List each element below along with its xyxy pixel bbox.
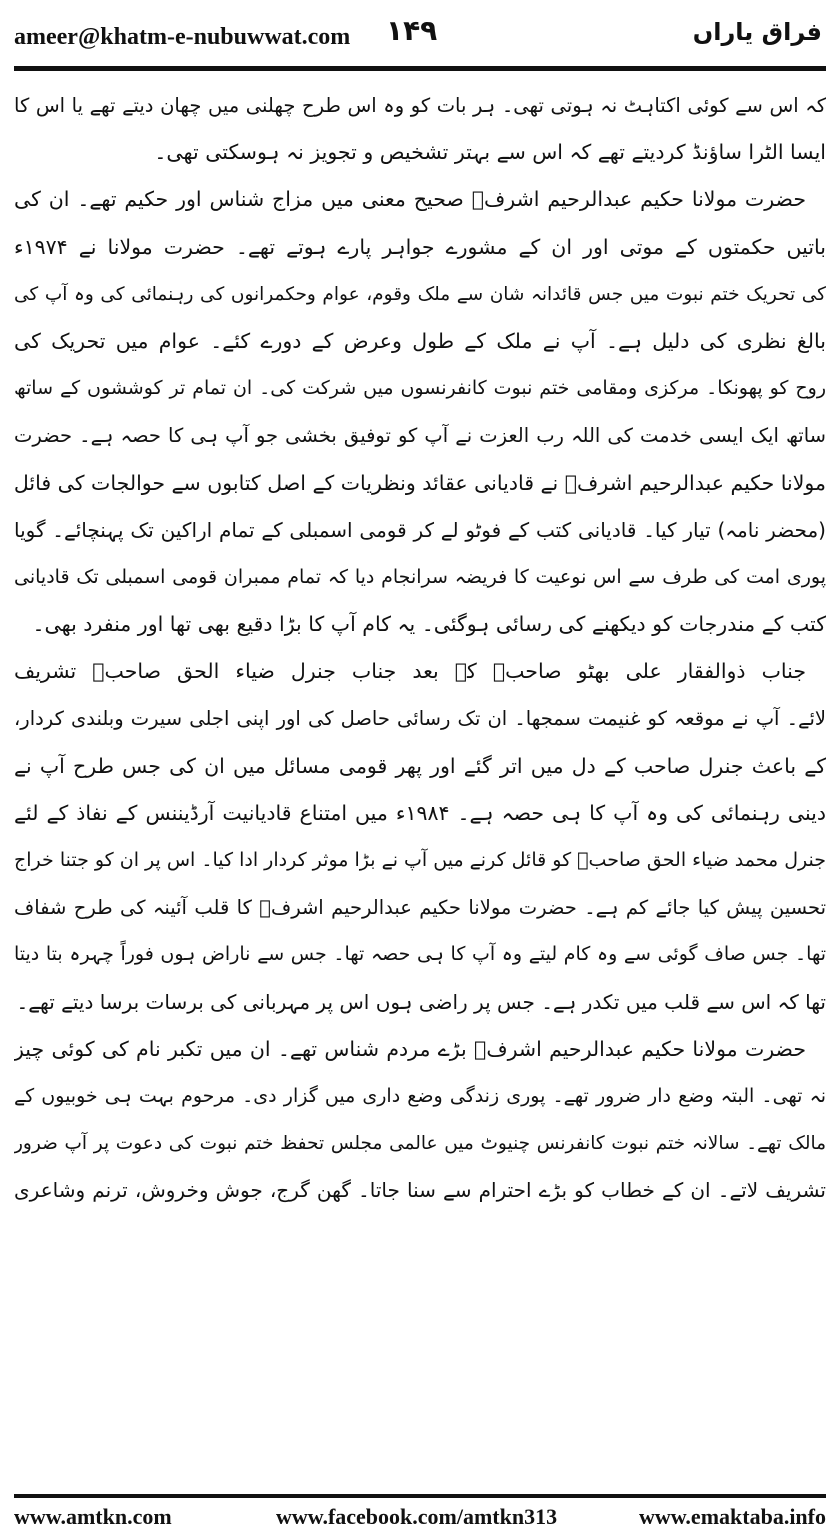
text-line: لائے۔ آپ نے موقعہ کو غنیمت سمجھا۔ ان تک رسائی حاصل کی اور اپنی اجلی سیرت وبلندی کردار،: [14, 707, 826, 731]
text-line: ایسا الٹرا ساؤنڈ کردیتے تھے کہ اس سے بہتر تشخیص و تجویز نہ ہوسکتی تھی۔: [154, 140, 826, 165]
page-body: [14, 82, 826, 1215]
text-line: روح کو پھونکا۔ مرکزی ومقامی ختم نبوت کانفرنسوں میں شرکت کی۔ ان تمام تر کوششوں کے ساتھ: [14, 377, 826, 400]
footer-link-emaktaba[interactable]: www.emaktaba.info: [638, 1504, 826, 1529]
text-line: جنرل محمد ضیاء الحق صاحبؒ کو قائل کرنے میں آپ نے بڑا موثر کردار ادا کیا۔ اس پر ان کو جتنا خراج: [14, 849, 826, 871]
book-title: فراق یاراں: [692, 18, 822, 46]
header-email: ameer@khatm-e-nubuwwat.com: [14, 24, 351, 50]
text-line: کہ اس سے کوئی اکتاہٹ نہ ہوتی تھی۔ ہر بات کو وہ اس طرح چھلنی میں چھان دیتے تھے یا اس کا: [14, 94, 826, 117]
text-line: پوری امت کی طرف سے اس نوعیت کا فریضہ سرانجام دیا کہ تمام ممبران قومی اسمبلی تک قادیانی: [14, 565, 826, 588]
footer-rule: [14, 1494, 826, 1498]
page-header: [14, 14, 826, 58]
text-line: ساتھ ایک ایسی خدمت کی اللہ رب العزت نے آپ کو توفیق بخشی جو آپ ہی کا حصہ ہے۔ حضرت: [14, 424, 826, 448]
text-line: حضرت مولانا حکیم عبدالرحیم اشرفؒ صحیح معنی میں مزاج شناس اور حکیم تھے۔ ان کی: [14, 187, 806, 212]
page-number: ۱۴۹: [386, 14, 438, 47]
text-line: کی تحریک ختم نبوت میں جس قائدانہ شان سے ملک وقوم، عوام وحکمرانوں کی رہنمائی کی وہ آپ کی: [14, 283, 826, 305]
text-line: تھا کہ اس سے قلب میں تکدر ہے۔ جس پر راضی ہوں اس پر مہربانی کی برسات برسا دیتے تھے۔: [16, 989, 826, 1014]
text-line: تشریف لاتے۔ ان کے خطاب کو بڑے احترام سے سنا جاتا۔ گھن گرج، جوش وخروش، ترنم وشاعری: [14, 1178, 826, 1203]
text-line: بالغ نظری کی دلیل ہے۔ آپ نے ملک کے طول وعرض کے دورے کئے۔ عوام میں تحریک کی: [14, 328, 826, 353]
page-footer: [14, 1504, 826, 1534]
text-line: (محضر نامہ) تیار کیا۔ قادیانی کتب کے فوٹو لے کر قومی اسمبلی کے تمام اراکین تک پہنچائے۔ گویا: [14, 517, 826, 542]
text-line: حضرت مولانا حکیم عبدالرحیم اشرفؒ بڑے مردم شناس تھے۔ ان میں تکبر نام کی کوئی چیز: [14, 1036, 806, 1061]
text-line: تھا۔ جس صاف گوئی سے وہ کام لیتے وہ آپ کا ہی حصہ تھا۔ جس سے ناراض ہوں فوراً چہرہ بتا دیتا: [14, 943, 826, 966]
text-line: دینی رہنمائی کی وہ آپ کا ہی حصہ ہے۔ ۱۹۸۴ء میں امتناع قادیانیت آرڈیننس کے نفاذ کے لئے: [14, 800, 826, 825]
text-line: کے باعث جنرل صاحب کے دل میں اتر گئے اور پھر قومی مسائل میں ان کی جس طرح آپ نے: [14, 753, 826, 778]
header-rule: [14, 66, 826, 71]
text-line: مولانا حکیم عبدالرحیم اشرفؒ نے قادیانی عقائد ونظریات کے اصل کتابوں سے حوالجات کی فائل: [14, 470, 826, 495]
text-line: مالک تھے۔ سالانہ ختم نبوت کانفرنس چنیوٹ میں عالمی مجلس تحفظ ختم نبوت کی دعوت پر آپ ضرور: [14, 1133, 826, 1155]
text-line: نہ تھی۔ البتہ وضع دار ضرور تھے۔ پوری زندگی وضع داری میں گزار دی۔ مرحوم بہت ہی خوبیوں کے: [14, 1084, 826, 1107]
text-line: کتب کے مندرجات کو دیکھنے کی رسائی ہوگئی۔ یہ کام آپ کا بڑا دقیع بھی تھا اور منفرد بھی۔: [32, 612, 826, 637]
footer-link-amtkn[interactable]: www.amtkn.com: [14, 1504, 172, 1529]
text-line: باتیں حکمتوں کے موتی اور ان کے مشورے جواہر پارے ہوتے تھے۔ حضرت مولانا نے ۱۹۷۴ء: [14, 234, 826, 259]
text-line: تحسین پیش کیا جائے کم ہے۔ حضرت مولانا حکیم عبدالرحیم اشرفؒ کا قلب آئینہ کی طرح شفاف: [14, 896, 826, 920]
footer-link-facebook[interactable]: www.facebook.com/amtkn313: [276, 1504, 558, 1529]
text-line: جناب ذوالفقار علی بھٹو صاحبؒ کے بعد جناب جنرل ضیاء الحق صاحبؒ تشریف: [14, 659, 806, 684]
